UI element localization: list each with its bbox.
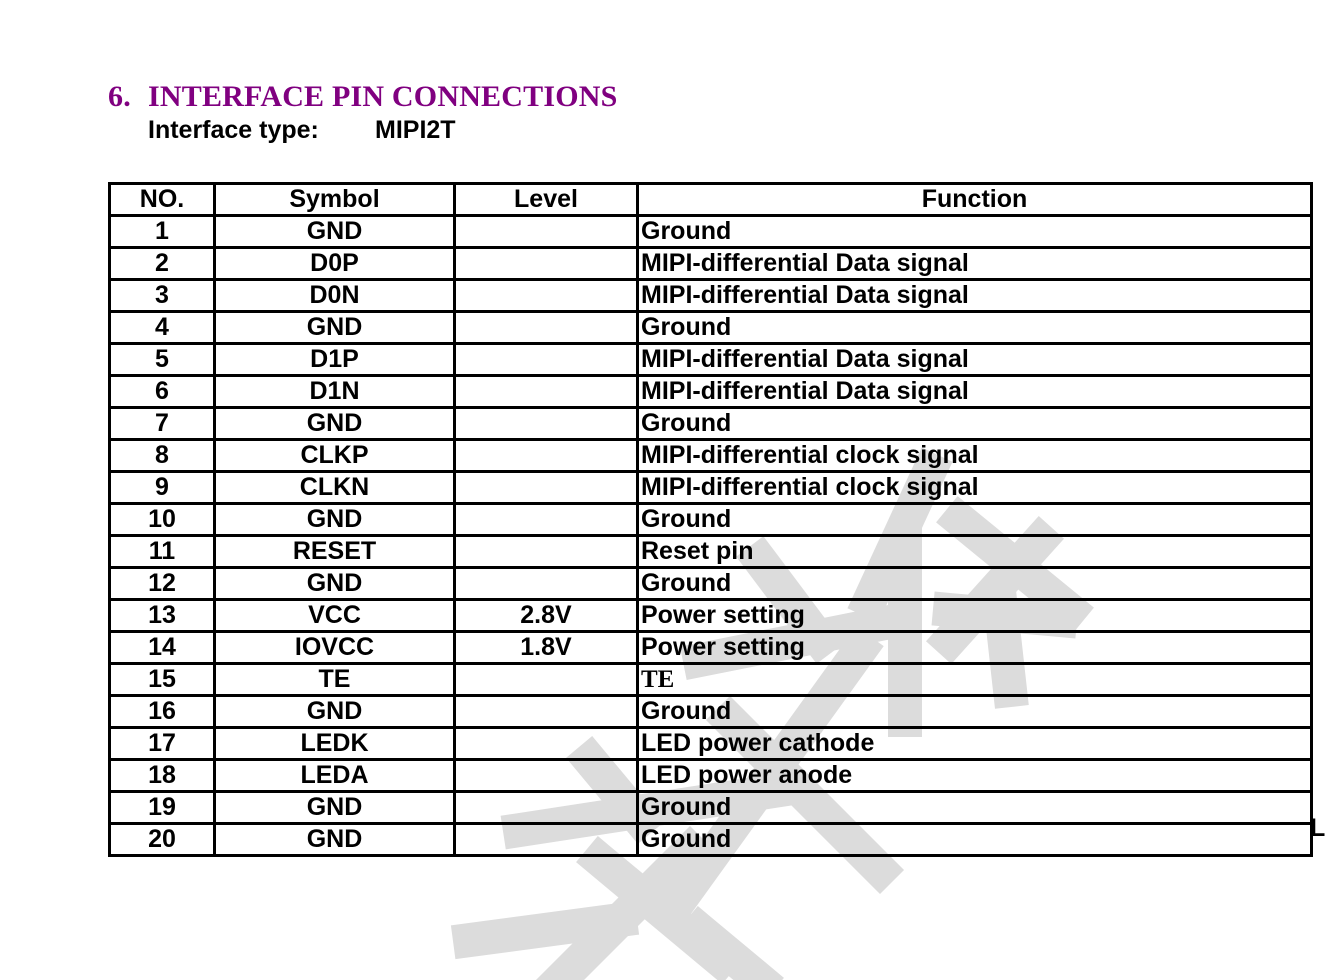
pin-function: Ground [638,568,1312,600]
pin-symbol: GND [215,568,455,600]
table-row [110,472,1312,504]
table-row [110,760,1312,792]
pin-symbol: GND [215,792,455,824]
pin-level [455,280,638,312]
pin-level [455,568,638,600]
pin-function: Ground [638,408,1312,440]
pin-number: 19 [110,792,215,824]
pin-number: 10 [110,504,215,536]
pin-level [455,376,638,408]
pin-level [455,472,638,504]
table-row [110,792,1312,824]
pin-function: Power setting [638,600,1312,632]
pin-function: MIPI-differential clock signal [638,440,1312,472]
pin-number: 17 [110,728,215,760]
pin-symbol: GND [215,504,455,536]
table-row [110,728,1312,760]
pin-number: 18 [110,760,215,792]
table-row [110,344,1312,376]
pin-symbol: LEDK [215,728,455,760]
pin-connection-table [108,182,1313,857]
interface-type-value: MIPI2T [375,116,456,144]
pin-level [455,696,638,728]
pin-number: 11 [110,536,215,568]
table-row [110,600,1312,632]
pin-symbol: LEDA [215,760,455,792]
pin-function: Ground [638,696,1312,728]
table-row [110,568,1312,600]
table-row [110,408,1312,440]
section-heading [108,80,618,114]
table-row [110,632,1312,664]
table-row [110,280,1312,312]
header-symbol: Symbol [215,184,455,216]
header-no: NO. [110,184,215,216]
pin-number: 14 [110,632,215,664]
pin-symbol: CLKN [215,472,455,504]
pin-function: MIPI-differential Data signal [638,376,1312,408]
interface-type-line [148,116,456,145]
pin-number: 20 [110,824,215,856]
table-row [110,216,1312,248]
pin-function: MIPI-differential Data signal [638,344,1312,376]
pin-function: Ground [638,824,1312,856]
pin-function: MIPI-differential clock signal [638,472,1312,504]
section-number: 6. [108,80,131,113]
pin-number: 9 [110,472,215,504]
pin-level [455,248,638,280]
pin-symbol: GND [215,696,455,728]
pin-level [455,728,638,760]
pin-level [455,312,638,344]
pin-number: 4 [110,312,215,344]
pin-level [455,792,638,824]
table-row [110,504,1312,536]
pin-symbol: GND [215,824,455,856]
pin-symbol: IOVCC [215,632,455,664]
pin-level [455,504,638,536]
pin-level: 2.8V [455,600,638,632]
pin-number: 2 [110,248,215,280]
pin-function: MIPI-differential Data signal [638,280,1312,312]
pin-function: Ground [638,504,1312,536]
pin-symbol: GND [215,312,455,344]
table-row [110,536,1312,568]
pin-function: LED power anode [638,760,1312,792]
pin-symbol: D1N [215,376,455,408]
pin-level [455,664,638,696]
pin-level [455,760,638,792]
pin-number: 6 [110,376,215,408]
section-title: INTERFACE PIN CONNECTIONS [148,80,618,113]
pin-symbol: GND [215,216,455,248]
header-level: Level [455,184,638,216]
pin-number: 5 [110,344,215,376]
pin-symbol: RESET [215,536,455,568]
table-row [110,696,1312,728]
pin-number: 13 [110,600,215,632]
pin-number: 3 [110,280,215,312]
pin-function: Ground [638,312,1312,344]
pin-level [455,344,638,376]
pin-symbol: D1P [215,344,455,376]
pin-function: Power setting [638,632,1312,664]
table-row [110,664,1312,696]
interface-type-label: Interface type: [148,116,319,144]
clipped-edge-text: L [1310,814,1325,842]
table-row [110,248,1312,280]
pin-function: Ground [638,216,1312,248]
table-row [110,376,1312,408]
pin-level [455,824,638,856]
pin-level [455,216,638,248]
pin-symbol: D0P [215,248,455,280]
table-row [110,824,1312,856]
pin-number: 1 [110,216,215,248]
table-row [110,312,1312,344]
pin-function: Ground [638,792,1312,824]
pin-number: 8 [110,440,215,472]
pin-function: TE [638,664,1312,696]
pin-symbol: CLKP [215,440,455,472]
pin-number: 16 [110,696,215,728]
pin-level [455,536,638,568]
pin-function: Reset pin [638,536,1312,568]
pin-level: 1.8V [455,632,638,664]
pin-level [455,408,638,440]
pin-function: LED power cathode [638,728,1312,760]
pin-number: 12 [110,568,215,600]
pin-level [455,440,638,472]
pin-symbol: D0N [215,280,455,312]
table-row [110,440,1312,472]
pin-function: MIPI-differential Data signal [638,248,1312,280]
pin-symbol: TE [215,664,455,696]
pin-symbol: VCC [215,600,455,632]
table-header-row [110,184,1312,216]
pin-number: 7 [110,408,215,440]
header-function: Function [638,184,1312,216]
pin-number: 15 [110,664,215,696]
pin-symbol: GND [215,408,455,440]
